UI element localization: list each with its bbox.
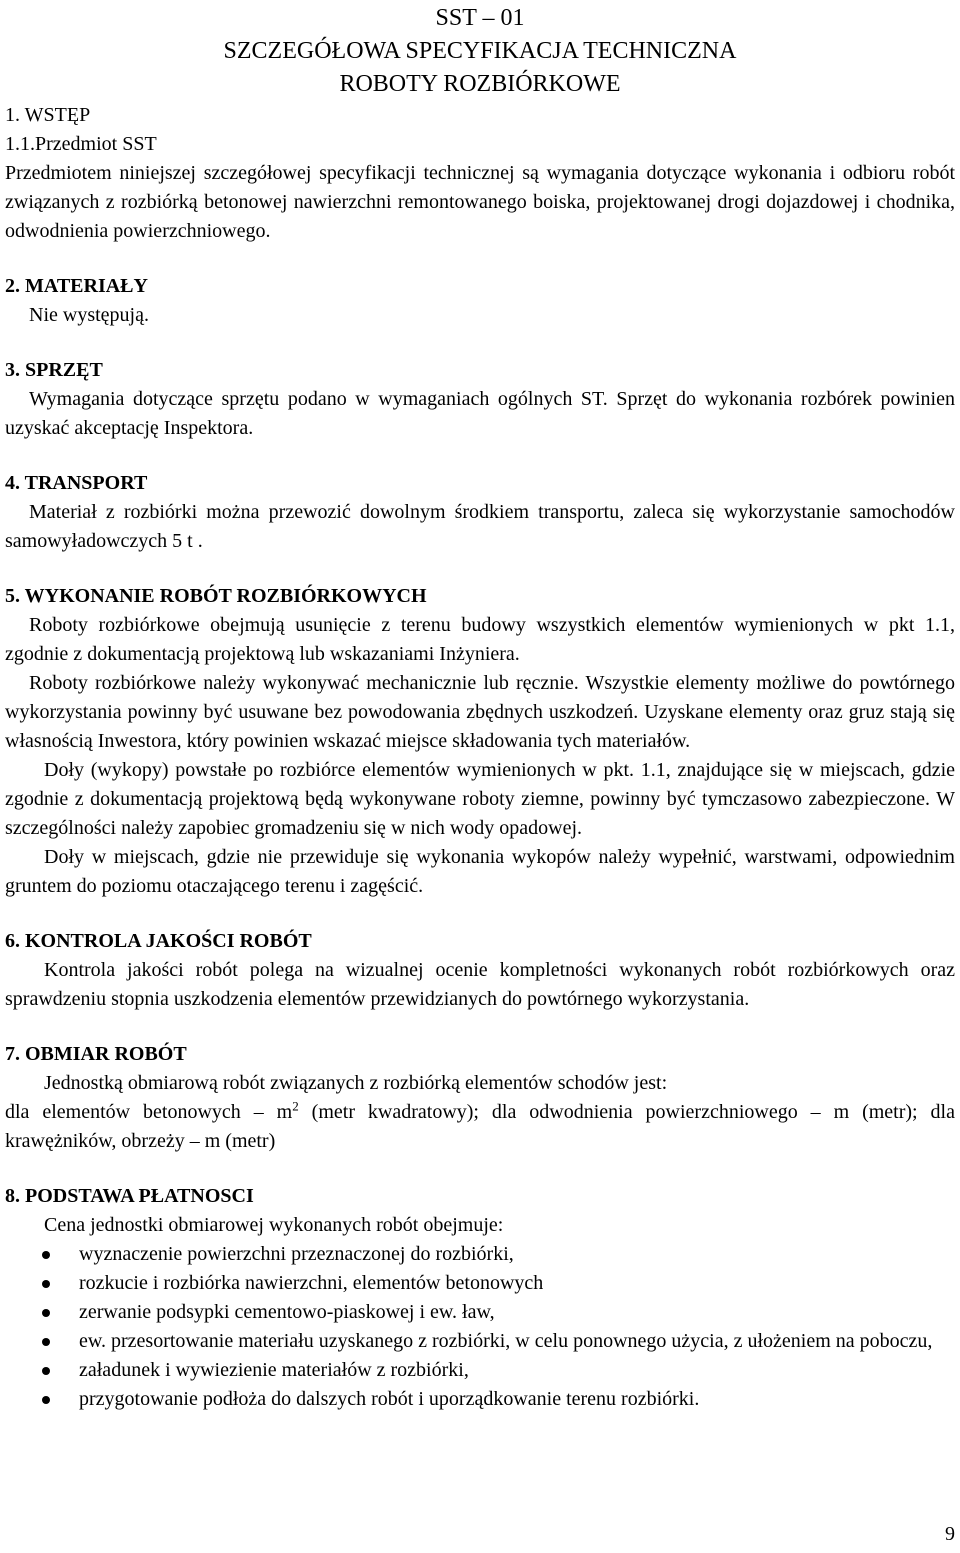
list-item: ew. przesortowanie materiału uzyskanego z rozbiórki, w celu ponownego użycia, z ułożeniem na poboczu, bbox=[5, 1327, 955, 1356]
section-1-text: Przedmiotem niniejszej szczegółowej specyfikacji technicznej są wymagania dotyczące wykonania i odbioru robót związanych z rozbiórką betonowej nawierzchni remontowanego boiska, projektowanej drogi dojazdowej i chodnika, odwodnienia powierzchniowego. bbox=[5, 162, 955, 242]
section-8-heading: 8. PODSTAWA PŁATNOSCI bbox=[5, 1185, 254, 1207]
section-7-line-1: Jednostką obmiarową robót związanych z rozbiórką elementów schodów jest: bbox=[44, 1072, 668, 1094]
list-item: wyznaczenie powierzchni przeznaczonej do rozbiórki, bbox=[5, 1240, 955, 1269]
section-4-heading: 4. TRANSPORT bbox=[5, 472, 148, 494]
section-2-text: Nie występują. bbox=[29, 304, 149, 326]
section-8-intro: Cena jednostki obmiarowej wykonanych robót obejmuje: bbox=[44, 1214, 504, 1236]
list-item: przygotowanie podłoża do dalszych robót i uporządkowanie terenu rozbiórki. bbox=[5, 1385, 955, 1414]
document-page bbox=[5, 0, 955, 1414]
section-5-paragraph-2: Roboty rozbiórkowe należy wykonywać mechanicznie lub ręcznie. Wszystkie elementy możliwe do powtórnego wykorzystania powinny być usuwane bez powodowania zbędnych uszkodzeń. Uzyskane elementy oraz gruz stają się własnością Inwestora, który powinien wskazać miejsce składowania tych materiałów. bbox=[5, 672, 955, 752]
list-item: rozkucie i rozbiórka nawierzchni, elementów betonowych bbox=[5, 1269, 955, 1298]
doc-subtitle: ROBOTY ROZBIÓRKOWE bbox=[339, 71, 621, 97]
payment-list bbox=[5, 1240, 955, 1414]
section-3-heading: 3. SPRZĘT bbox=[5, 359, 103, 381]
section-7-line-2b: (metr kwadratowy); dla odwodnienia powierzchniowego – m (metr); dla krawężników, obrzeży – m (metr) bbox=[5, 1101, 955, 1152]
section-3-text: Wymagania dotyczące sprzętu podano w wymaganiach ogólnych ST. Sprzęt do wykonania rozbórek powinien uzyskać akceptację Inspektora. bbox=[5, 388, 955, 439]
section-5-paragraph-1: Roboty rozbiórkowe obejmują usunięcie z terenu budowy wszystkich elementów wymienionych w pkt 1.1, zgodnie z dokumentacją projektową lub wskazaniami Inżyniera. bbox=[5, 614, 955, 665]
list-item: zerwanie podsypki cementowo-piaskowej i ew. ław, bbox=[5, 1298, 955, 1327]
section-4-text: Materiał z rozbiórki można przewozić dowolnym środkiem transportu, zaleca się wykorzystanie samochodów samowyładowczych 5 t . bbox=[5, 501, 955, 552]
section-7-line-2a: dla elementów betonowych – m bbox=[5, 1101, 293, 1123]
doc-code: SST – 01 bbox=[435, 5, 525, 31]
section-7-superscript: 2 bbox=[292, 1098, 299, 1114]
section-1-1-heading: 1.1.Przedmiot SST bbox=[5, 133, 157, 155]
section-7-line-2 bbox=[5, 1098, 955, 1156]
section-1-heading: 1. WSTĘP bbox=[5, 104, 91, 126]
section-5-paragraph-3: Doły (wykopy) powstałe po rozbiórce elementów wymienionych w pkt. 1.1, znajdujące się w miejscach, gdzie zgodnie z dokumentacją projektową będą wykonywane roboty ziemne, powinny być tymczasowo zabezpieczone. W szczególności należy zapobiec gromadzeniu się w nich wody opadowej. bbox=[5, 759, 955, 839]
section-6-heading: 6. KONTROLA JAKOŚCI ROBÓT bbox=[5, 930, 312, 952]
list-item: załadunek i wywiezienie materiałów z rozbiórki, bbox=[5, 1356, 955, 1385]
section-5-heading: 5. WYKONANIE ROBÓT ROZBIÓRKOWYCH bbox=[5, 585, 427, 607]
section-2-heading: 2. MATERIAŁY bbox=[5, 275, 148, 297]
section-6-text: Kontrola jakości robót polega na wizualnej ocenie kompletności wykonanych robót rozbiórkowych oraz sprawdzeniu stopnia uszkodzenia elementów przewidzianych do powtórnego wykorzystania. bbox=[5, 959, 955, 1010]
section-7-heading: 7. OBMIAR ROBÓT bbox=[5, 1043, 187, 1065]
doc-title: SZCZEGÓŁOWA SPECYFIKACJA TECHNICZNA bbox=[223, 38, 737, 64]
section-5-paragraph-4: Doły w miejscach, gdzie nie przewiduje się wykonania wykopów należy wypełnić, warstwami, odpowiednim gruntem do poziomu otaczającego terenu i zagęścić. bbox=[5, 846, 955, 897]
page-number: 9 bbox=[945, 1523, 955, 1545]
